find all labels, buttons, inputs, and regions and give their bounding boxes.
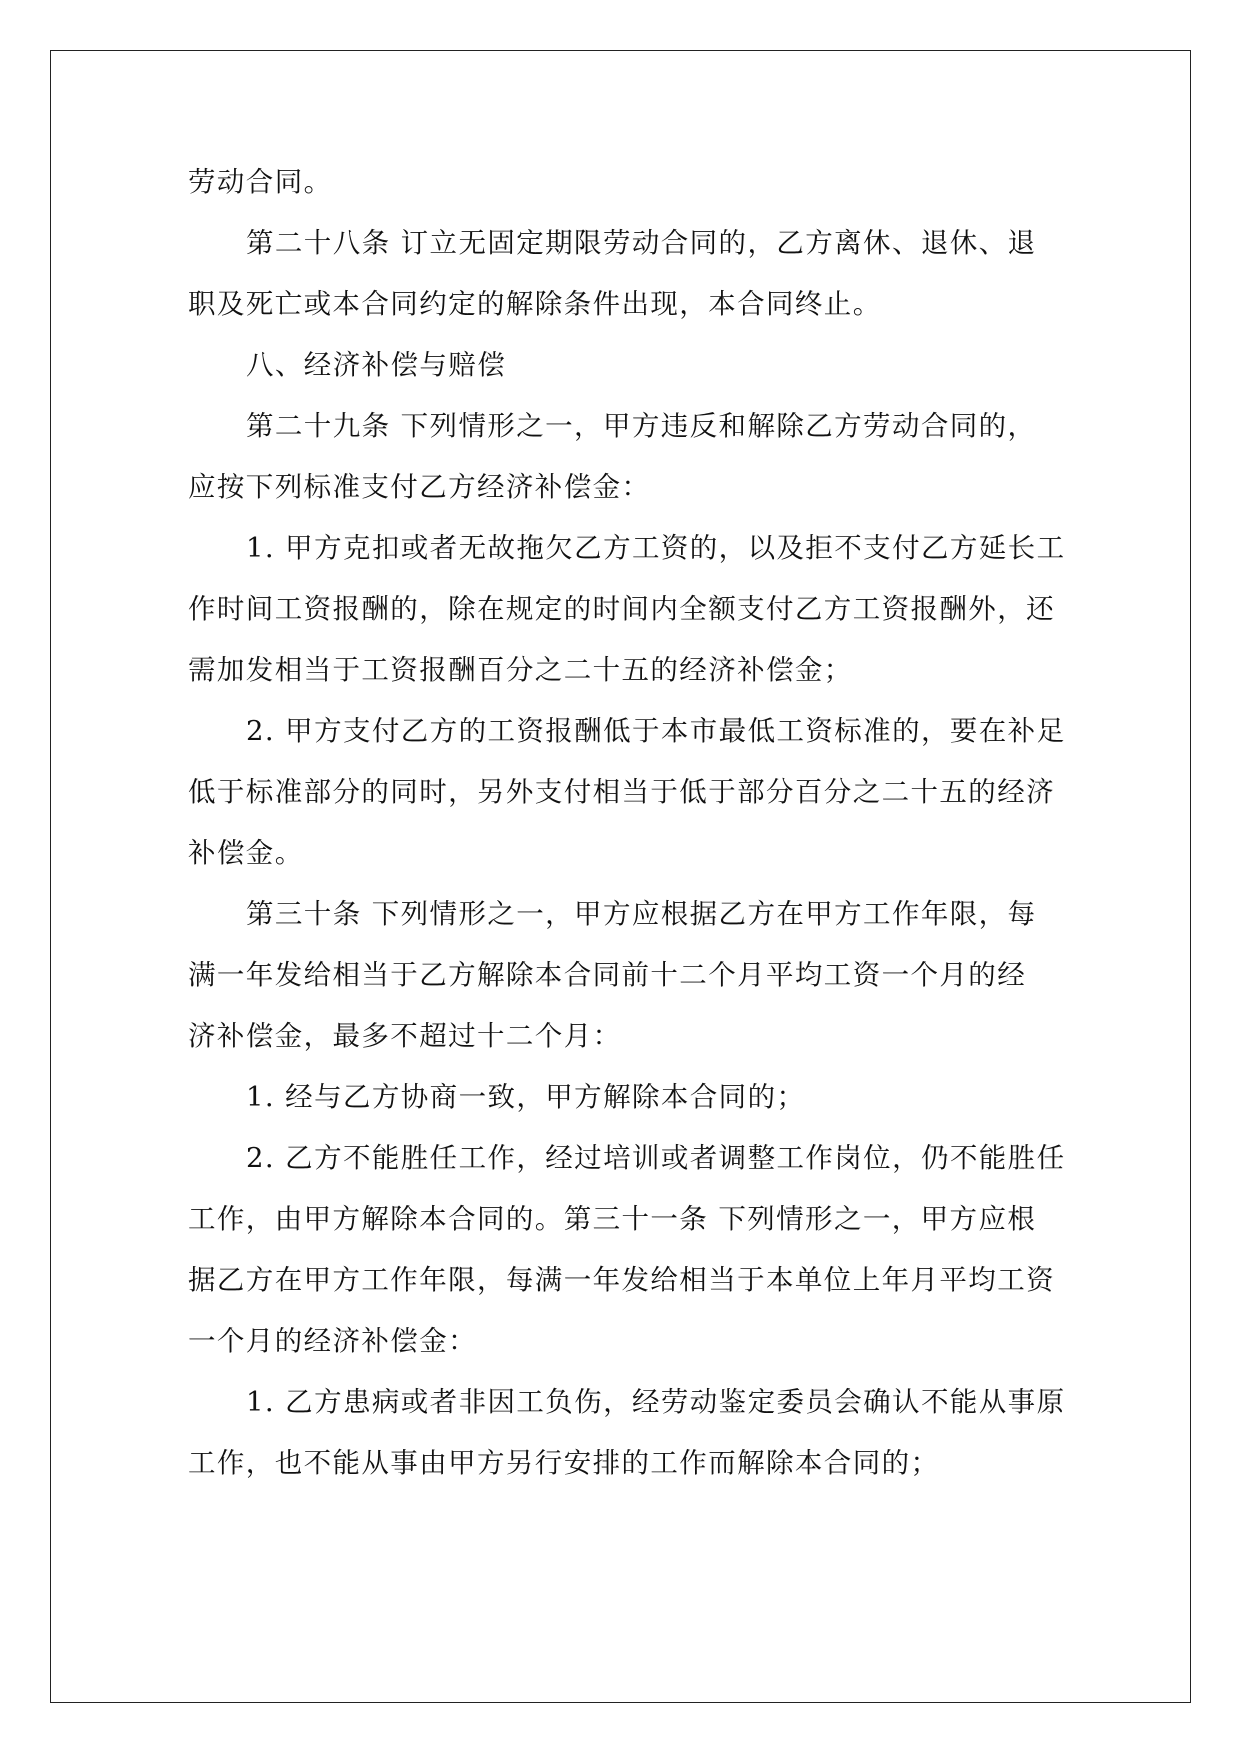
text-line: 作时间工资报酬的，除在规定的时间内全额支付乙方工资报酬外，还 [188, 593, 1055, 625]
list-item-line: 2. 乙方不能胜任工作，经过培训或者调整工作岗位，仍不能胜任 [246, 1142, 1066, 1174]
list-item-line: 2. 甲方支付乙方的工资报酬低于本市最低工资标准的，要在补足 [246, 715, 1066, 747]
text-line: 补偿金。 [188, 837, 304, 869]
text-line: 济补偿金，最多不超过十二个月： [188, 1020, 622, 1052]
list-item-line: 1. 经与乙方协商一致，甲方解除本合同的； [246, 1081, 806, 1113]
section-8-heading: 八、经济补偿与赔偿 [246, 349, 507, 381]
text-line: 据乙方在甲方工作年限，每满一年发给相当于本单位上年月平均工资 [188, 1264, 1055, 1296]
text-line: 应按下列标准支付乙方经济补偿金： [188, 471, 651, 503]
text-line: 需加发相当于工资报酬百分之二十五的经济补偿金； [188, 654, 853, 686]
list-item-line: 1. 乙方患病或者非因工负伤，经劳动鉴定委员会确认不能从事原 [246, 1386, 1066, 1418]
text-line: 一个月的经济补偿金： [188, 1325, 477, 1357]
text-line: 工作，由甲方解除本合同的。第三十一条 下列情形之一，甲方应根 [188, 1203, 1037, 1235]
document-body [188, 152, 1066, 1494]
text-line: 满一年发给相当于乙方解除本合同前十二个月平均工资一个月的经 [188, 959, 1027, 991]
article-29-heading-line: 第二十九条 下列情形之一，甲方违反和解除乙方劳动合同的， [246, 410, 1037, 442]
text-line: 劳动合同。 [188, 166, 333, 198]
article-28-heading-line: 第二十八条 订立无固定期限劳动合同的，乙方离休、退休、退 [246, 227, 1037, 259]
list-item-line: 1. 甲方克扣或者无故拖欠乙方工资的，以及拒不支付乙方延长工 [246, 532, 1066, 564]
text-line: 职及死亡或本合同约定的解除条件出现，本合同终止。 [188, 288, 882, 320]
text-line: 工作，也不能从事由甲方另行安排的工作而解除本合同的； [188, 1447, 940, 1479]
text-line: 低于标准部分的同时，另外支付相当于低于部分百分之二十五的经济 [188, 776, 1055, 808]
article-30-heading-line: 第三十条 下列情形之一，甲方应根据乙方在甲方工作年限，每 [246, 898, 1037, 930]
